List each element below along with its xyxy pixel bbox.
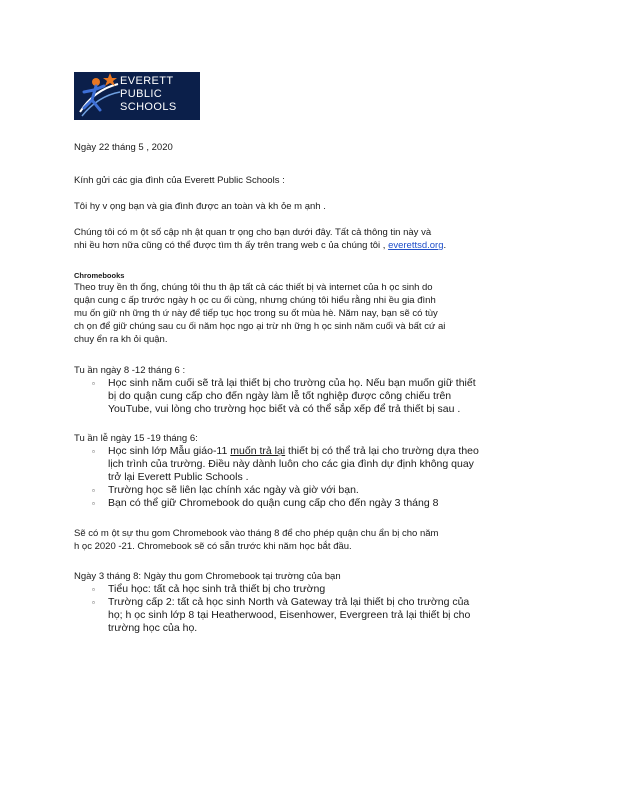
list-item-line: họ; h ọc sinh lớp 8 tại Heatherwood, Eisenhower, Evergreen trả lại thiết bị cho <box>108 609 471 621</box>
list-item-line: Tiểu học: tất cả học sinh trả thiết bị cho trường <box>108 583 326 595</box>
week-june-8-list <box>74 377 544 416</box>
chromebooks-paragraph <box>74 281 544 346</box>
logo-line-3: SCHOOLS <box>120 101 177 113</box>
logo-line-2: PUBLIC <box>120 88 163 100</box>
bullet-icon: ▫ <box>92 598 95 607</box>
chromebooks-line-2: quận cung c ấp trước ngày h ọc cu ối cùng, nhưng chúng tôi hiểu rằng nhi ều gia đình <box>74 295 436 306</box>
week-june-15-list <box>74 445 544 510</box>
letter-body <box>74 141 544 635</box>
bullet-icon: ▫ <box>92 486 95 495</box>
august-line-1: Sẽ có m ột sự thu gom Chromebook vào tháng 8 để cho phép quận chu ẩn bị cho năm <box>74 528 439 539</box>
logo-wordmark <box>120 75 177 114</box>
august-line-2: h ọc 2020 -21. Chromebook sẽ có sẵn trước khi năm học bắt đầu. <box>74 541 352 552</box>
chromebooks-heading: Chromebooks <box>74 271 125 280</box>
wish-paragraph: Tôi hy v ọng bạn và gia đình được an toàn và kh ỏe m ạnh . <box>74 201 326 212</box>
bullet-icon: ▫ <box>92 379 95 388</box>
bullet-icon: ▫ <box>92 585 95 594</box>
letter-date: Ngày 22 tháng 5 , 2020 <box>74 142 173 153</box>
letter-greeting: Kính gửi các gia đình của Everett Public Schools : <box>74 175 285 186</box>
list-item <box>74 484 544 497</box>
district-website-link[interactable]: everettsd.org <box>388 240 444 251</box>
list-item-line: bị do quận cung cấp cho đến ngày làm lễ tốt nghiệp được công chiếu trên <box>108 390 452 402</box>
everett-public-schools-logo <box>74 72 200 120</box>
chromebooks-line-4: ch ọn để giữ chúng sau cu ối năm học ngo ại trừ nh ững h ọc sinh năm cuối và bất cứ ai <box>74 321 446 332</box>
august-paragraph <box>74 527 544 553</box>
list-item-line: Bạn có thể giữ Chromebook do quận cung cấp cho đến ngày 3 tháng 8 <box>108 497 439 509</box>
aug-3-list <box>74 583 544 635</box>
intro-line-1: Chúng tôi có m ột số cập nh ật quan tr ọng cho bạn dưới đây. Tất cả thông tin này và <box>74 227 432 238</box>
chromebooks-line-1: Theo truy ền th ống, chúng tôi thu th ập tất cả các thiết bị và internet của h ọc sinh do <box>74 282 433 293</box>
list-item <box>74 377 544 416</box>
week-june-15-title: Tu ần lễ ngày 15 -19 tháng 6: <box>74 433 198 444</box>
list-item-line: trường học của họ. <box>108 622 198 634</box>
aug-3-title: Ngày 3 tháng 8: Ngày thu gom Chromebook tại trường của bạn <box>74 571 341 582</box>
intro-paragraph <box>74 226 544 252</box>
bullet-icon: ▫ <box>92 499 95 508</box>
list-item-line: Trường cấp 2: tất cả học sinh North và Gateway trả lại thiết bị cho trường của <box>108 596 470 608</box>
return-underlined-text: muốn trả lại <box>230 445 286 457</box>
list-item-line: Trường học sẽ liên lạc chính xác ngày và giờ với bạn. <box>108 484 359 496</box>
chromebooks-line-3: mu ốn giữ nh ững th ứ này để tiếp tục học trong su ốt mùa hè. Năm nay, bạn sẽ có tùy <box>74 308 438 319</box>
intro-line-2 <box>74 239 544 252</box>
intro-line-2-end: . <box>443 240 447 251</box>
list-item-line: lịch trình của trường. Điều này dành luôn cho các gia đình dự định không quay <box>108 458 474 470</box>
bullet-icon: ▫ <box>92 447 95 456</box>
list-item-line <box>108 445 544 458</box>
list-item-line: trở lại Everett Public Schools . <box>108 471 249 483</box>
return-rest-text: thiết bị có thể trả lại cho trường dựa theo <box>285 445 479 457</box>
logo-line-1: EVERETT <box>120 75 174 87</box>
list-item-line: YouTube, vui lòng cho trường học biết và có thể sắp xếp để trả thiết bị sau . <box>108 403 461 415</box>
chromebooks-line-5: chuy ển ra kh ỏi quận. <box>74 334 168 345</box>
list-item <box>74 497 544 510</box>
list-item-line: Học sinh năm cuối sẽ trả lại thiết bị cho trường của họ. Nếu bạn muốn giữ thiết <box>108 377 476 389</box>
list-item <box>74 596 544 635</box>
intro-line-2-text: nhi ều hơn nữa cũng có thể được tìm th ấy trên trang web c ủa chúng tôi , <box>74 240 389 251</box>
k11-text: Học sinh lớp Mẫu giáo-11 <box>108 445 231 457</box>
list-item <box>74 445 544 484</box>
list-item <box>74 583 544 596</box>
week-june-8-title: Tu ần ngày 8 -12 tháng 6 : <box>74 365 186 376</box>
